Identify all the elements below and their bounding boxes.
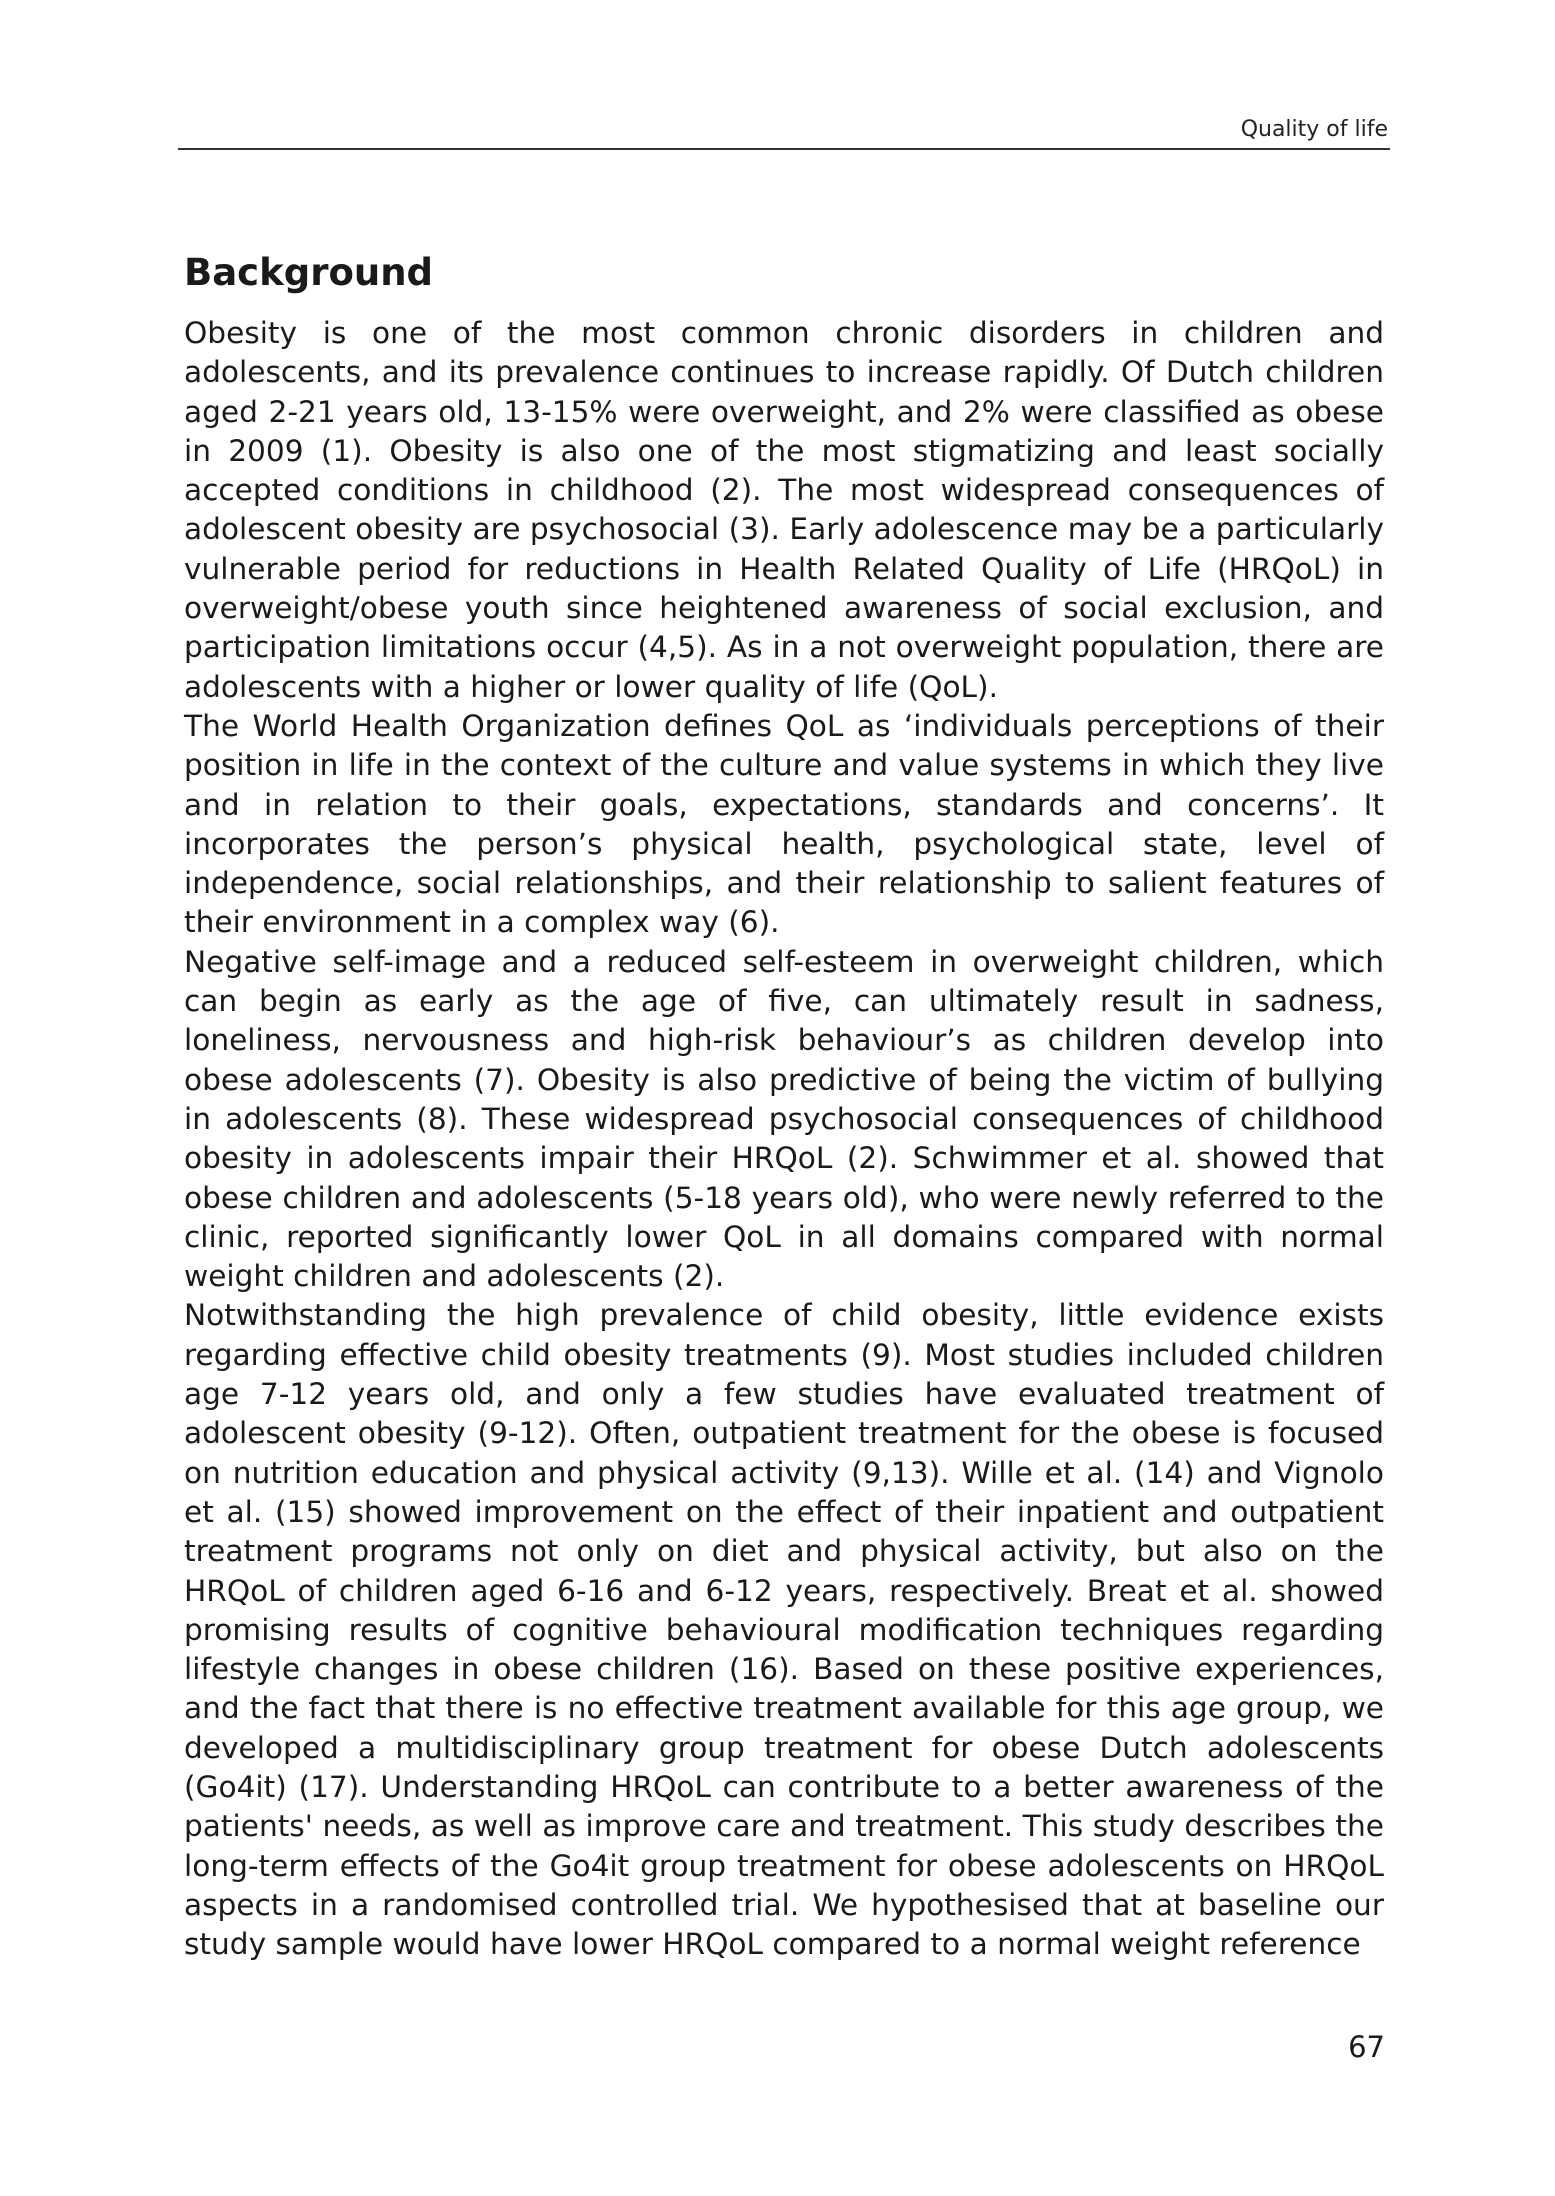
section-heading: Background [184, 251, 434, 294]
body-text [184, 314, 1384, 1964]
page-number: 67 [1348, 2030, 1385, 2064]
running-title: Quality of life [1240, 117, 1388, 142]
paragraph-obesity-prevalence: Obesity is one of the most common chronic disorders in children and adolescents, and its prevalence continues to increase rapidly. Of Dutch children aged 2-21 years old, 13-15% were overweight, and 2% were classified as obese in 2009 (1). Obesity is also one of the most stigmatizing and least socially accepted conditions in childhood (2). The most widespread consequences of adolescent obesity are psychosocial (3). Early adolescence may be a particularly vulnerable period for reductions in Health Related Quality of Life (HRQoL) in overweight/obese youth since heightened awareness of social exclusion, and participation limitations occur (4,5). As in a not overweight population, there are adolescents with a higher or lower quality of life (QoL). [184, 316, 1384, 704]
paragraph-treatment: Notwithstanding the high prevalence of child obesity, little evidence exists regarding effective child obesity treatments (9). Most studies included children age 7-12 years old, and only a few studies have evaluated treatment of adolescent obesity (9-12). Often, outpatient treatment for the obese is focused on nutrition education and physical activity (9,13). Wille et al. (14) and Vignolo et al. (15) showed improvement on the effect of their inpatient and outpatient treatment programs not only on diet and physical activity, but also on the HRQoL of children aged 6-16 and 6-12 years, respectively. Breat et al. showed promising results of cognitive behavioural modification techniques regarding lifestyle changes in obese children (16). Based on these positive experiences, and the fact that there is no effective treatment available for this age group, we developed a multidisciplinary group treatment for obese Dutch adolescents (Go4it) (17). Understanding HRQoL can contribute to a better awareness of the patients' needs, as well as improve care and treatment. This study describes the long-term effects of the Go4it group treatment for obese adolescents on HRQoL aspects in a randomised controlled trial. We hypothesised that at baseline our study sample would have lower HRQoL compared to a normal weight reference [184, 1298, 1384, 1962]
paragraph-self-image: Negative self-image and a reduced self-esteem in overweight children, which can begin as early as the age of five, can ultimately result in sadness, loneliness, nervousness and high-risk behaviour’s as children develop into obese adolescents (7). Obesity is also predictive of being the victim of bullying in adolescents (8). These widespread psychosocial consequences of childhood obesity in adolescents impair their HRQoL (2). Schwimmer et al. showed that obese children and adolescents (5-18 years old), who were newly referred to the clinic, reported significantly lower QoL in all domains compared with normal weight children and adolescents (2). [184, 944, 1384, 1294]
paragraph-who-definition: The World Health Organization defines QoL as ‘individuals perceptions of their position in life in the context of the culture and value systems in which they live and in relation to their goals, expectations, standards and concerns’. It incorporates the person’s physical health, psychological state, level of independence, social relationships, and their relationship to salient features of their environment in a complex way (6). [184, 708, 1384, 940]
running-header [178, 114, 1390, 150]
